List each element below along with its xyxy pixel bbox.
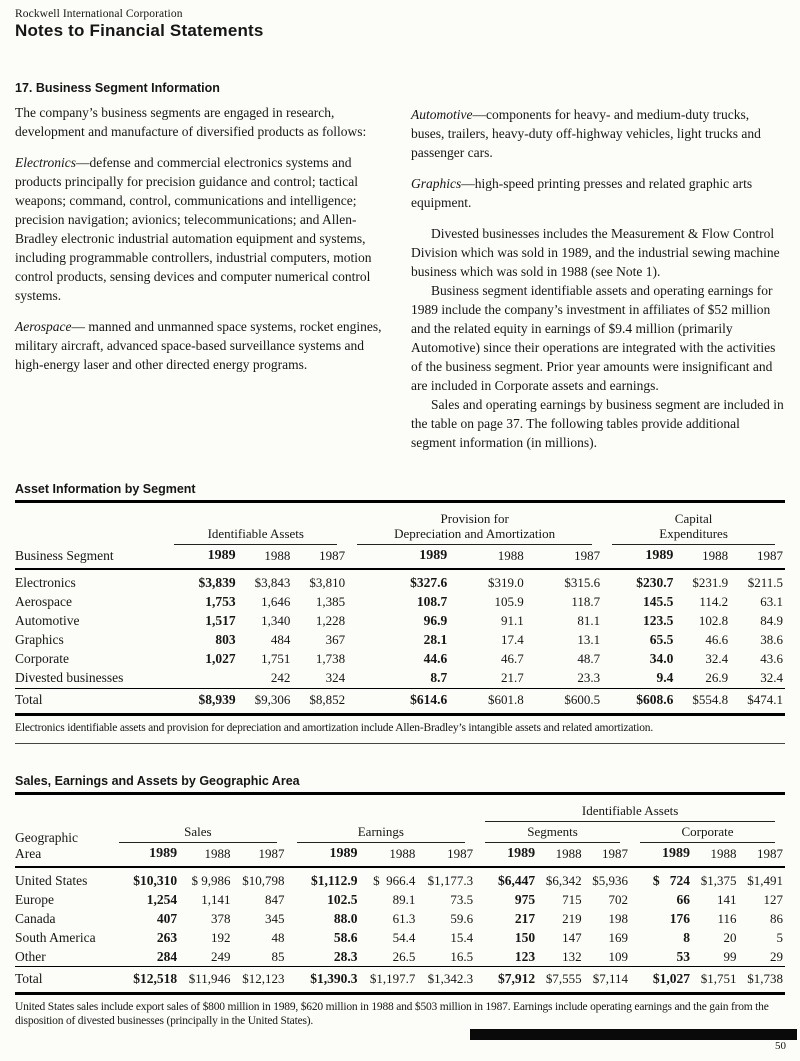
value-cell: $1,491 [747,872,783,888]
value-cell: 123 [514,948,536,964]
value-cell: $3,843 [254,575,291,590]
paragraph-divested: Divested businesses includes the Measurement & Flow Control Division which was sold in 1989, and the industrial sewing machine business which was sold in 1988 (see Note 1). [411,226,780,279]
value-cell: 34.0 [649,651,674,666]
total-value-cell: $608.6 [602,688,675,715]
value-cell: $1,112.9 [311,872,358,888]
value-cell: 46.6 [705,632,729,647]
year-header: 1989 [109,843,179,867]
table-row [15,928,785,947]
page-number: 50 [775,1040,786,1052]
row-label: South America [15,929,96,945]
value-cell: 176 [669,910,691,926]
value-cell: 263 [156,929,178,945]
total-value-cell: $1,027 [630,967,692,994]
value-cell: 46.7 [500,651,524,666]
year-header: 1987 [584,843,630,867]
value-cell: 114.2 [699,594,729,609]
row-label: Graphics [15,632,64,647]
segment-desc: —defense and commercial electronics systems and products principally for precision guidance and control; tactical weapons; command, control, communications and intelligence; precision navigation; avionics; telecommunications; and Allen-Bradley electronic industrial automation equipment and systems, including programmable controllers, industrial computers, motion control products, sensing devices and computer numerical control systems. [15,155,372,303]
value-cell: 284 [156,948,178,964]
value-cell: $319.0 [487,575,524,590]
total-value-cell: $12,123 [233,967,287,994]
value-cell: 1,753 [205,594,236,609]
value-cell: 44.6 [423,651,448,666]
value-cell: 147 [562,929,582,945]
asset-information-table [15,509,785,716]
value-cell: 192 [211,929,231,945]
value-cell: 1,340 [261,613,291,628]
document-title: Notes to Financial Statements [15,21,264,40]
value-cell: 88.0 [333,910,358,926]
column-group-header: Capital Expenditures [602,509,785,545]
total-value-cell: $12,518 [109,967,179,994]
total-value-cell: $7,912 [475,967,537,994]
value-cell: 32.4 [705,651,729,666]
year-header-row [15,843,785,867]
total-value-cell: $1,342.3 [417,967,475,994]
geo-table-section [15,774,785,1029]
value-cell: 324 [325,670,346,685]
value-cell: 1,738 [315,651,346,666]
value-cell: 81.1 [577,613,601,628]
geo-table-title: Sales, Earnings and Assets by Geographic Area [15,774,785,795]
group-header-row [15,509,785,545]
segment-term: Electronics [15,155,76,170]
geo-table-footnote: United States sales include export sales of $800 million in 1989, $620 million in 1988 and $503 million in 1987. Earnings include operating earnings and the gain from the disposition of divested businesses (principally in the United States). [15,1000,769,1027]
year-header: 1988 [238,545,293,569]
value-cell: 108.7 [416,594,448,609]
value-cell: $10,310 [133,872,178,888]
value-cell: 17.4 [500,632,524,647]
total-row [15,688,785,715]
value-cell: 66 [676,891,691,907]
year-header: 1987 [417,843,475,867]
year-header: 1989 [630,843,692,867]
value-cell: 118.7 [571,594,601,609]
value-cell: 484 [270,632,291,647]
value-cell: $5,936 [592,872,629,888]
year-header: 1987 [730,545,785,569]
intro-paragraph: The company’s business segments are engaged in research, development and manufacture of diversified products as follows: [15,105,367,139]
year-header: 1989 [164,545,237,569]
segment-desc: —components for heavy- and medium-duty trucks, buses, trailers, heavy-duty off-highway vehicles, light trucks and passenger cars. [411,107,761,160]
table-row [15,669,785,689]
company-name: Rockwell International Corporation [15,8,183,20]
super-header-row [15,801,785,822]
segment-aerospace [15,317,389,374]
table-row [15,569,785,593]
table-header [15,801,785,867]
value-cell: 21.7 [500,670,524,685]
right-column [411,103,785,452]
paragraph-identifiable: Business segment identifiable assets and operating earnings for 1989 include the company’s investment in affiliates of $52 million and the related equity in earnings of $9.4 million (primarily Automotive) since their operations are integrated with the activities of the business segment. Prior year amounts were insignificant and are included in Corporate assets and earnings. [411,283,776,393]
value-cell: 89.1 [392,891,416,907]
value-cell: $1,375 [700,872,737,888]
total-value-cell: $8,852 [292,688,347,715]
value-cell: 975 [514,891,536,907]
value-cell: 28.1 [423,632,448,647]
value-cell: 847 [265,891,285,907]
value-cell: 38.6 [760,632,783,647]
value-cell [164,669,237,689]
value-cell: 32.4 [760,670,783,685]
total-value-cell: $614.6 [347,688,449,715]
column-group-header: Identifiable Assets [164,509,347,545]
note-heading: 17. Business Segment Information [15,81,220,95]
year-header: 1987 [233,843,287,867]
value-cell: 345 [265,910,285,926]
value-cell: $3,810 [309,575,346,590]
value-cell: 91.1 [500,613,524,628]
value-cell: 59.6 [450,910,474,926]
value-cell: 127 [763,891,783,907]
segment-term: Automotive [411,107,473,122]
value-cell: 61.3 [392,910,416,926]
year-header: 1987 [738,843,785,867]
value-cell: 43.6 [760,651,783,666]
total-value-cell: $9,306 [238,688,293,715]
value-cell: $10,798 [242,872,285,888]
value-cell: 378 [211,910,231,926]
row-header: Geographic Area [15,801,109,867]
value-cell: 116 [717,910,737,926]
value-cell: 198 [608,910,629,926]
segment-desc: — manned and unmanned space systems, rocket engines, military aircraft, advanced space-based surveillance systems and high-energy laser and other directed energy programs. [15,319,382,372]
asset-table-footnote: Electronics identifiable assets and provision for depreciation and amortization include Allen-Bradley’s intangible assets and related amortization. [15,722,654,734]
scan-artifact-bar [470,1029,797,1040]
value-cell: 702 [608,891,629,907]
segment-automotive [411,105,785,162]
row-label: Corporate [15,651,69,666]
value-cell: 102.5 [327,891,358,907]
note-body [15,103,785,452]
table-row [15,947,785,967]
value-cell: 63.1 [760,594,783,609]
value-cell: 26.5 [392,948,416,964]
row-label: Automotive [15,613,80,628]
column-group-header: Sales [109,822,286,843]
value-cell: 5 [776,929,783,945]
row-label: United States [15,872,88,888]
value-cell: 23.3 [577,670,601,685]
value-cell: 8.7 [430,670,448,685]
year-header: 1988 [692,843,738,867]
value-cell: 141 [716,891,737,907]
value-cell: 85 [271,948,285,964]
row-label: Other [15,948,46,964]
value-cell: 54.4 [392,929,416,945]
total-value-cell: $601.8 [449,688,525,715]
value-cell: 803 [215,632,236,647]
table-header [15,509,785,569]
total-value-cell: $600.5 [526,688,602,715]
value-cell: 15.4 [450,929,474,945]
value-cell: 13.1 [577,632,601,647]
year-header: 1987 [292,545,347,569]
total-value-cell: $7,114 [584,967,630,994]
value-cell: 26.9 [705,670,729,685]
total-value-cell: $1,197.7 [360,967,418,994]
value-cell: $3,839 [198,575,236,590]
table-row [15,867,785,891]
value-cell: 48.7 [577,651,601,666]
value-cell: 73.5 [450,891,474,907]
value-cell: 86 [770,910,783,926]
segment-electronics [15,153,389,305]
value-cell: 16.5 [450,948,474,964]
total-value-cell: $1,738 [738,967,785,994]
paragraph-sales: Sales and operating earnings by business segment are included in the table on page 37. The following tables provide additional segment information (in millions). [411,397,784,450]
total-label: Total [15,688,164,715]
total-value-cell: $1,390.3 [287,967,360,994]
value-cell: 28.3 [333,948,358,964]
year-header: 1989 [347,545,449,569]
segment-desc: —high-speed printing presses and related graphic arts equipment. [411,176,753,210]
super-group-header: Identifiable Assets [475,801,785,822]
value-cell: 219 [562,910,582,926]
table-row [15,650,785,669]
total-value-cell: $554.8 [675,688,730,715]
total-value-cell: $8,939 [164,688,237,715]
value-cell: 1,646 [261,594,291,609]
value-cell: $ 966.4 [373,872,416,888]
section-divider [15,743,785,744]
value-cell: $211.5 [747,575,783,590]
value-cell: 53 [676,948,691,964]
value-cell: 1,228 [315,613,346,628]
value-cell: 102.8 [698,613,729,628]
value-cell: 29 [770,948,783,964]
value-cell: 150 [514,929,536,945]
year-header: 1987 [526,545,602,569]
value-cell: 20 [723,929,737,945]
value-cell: 1,517 [205,613,236,628]
year-header: 1988 [449,545,525,569]
value-cell: 48 [271,929,285,945]
table-row [15,631,785,650]
value-cell: $1,177.3 [427,872,474,888]
total-value-cell: $11,946 [179,967,232,994]
segment-term: Graphics [411,176,462,191]
spacer-cell [109,801,475,822]
value-cell: 242 [270,670,291,685]
row-label: Electronics [15,575,76,590]
segment-term: Aerospace [15,319,72,334]
value-cell: 96.9 [423,613,448,628]
value-cell: 132 [562,948,582,964]
value-cell: 1,385 [315,594,346,609]
total-value-cell: $474.1 [730,688,785,715]
value-cell: 367 [325,632,346,647]
value-cell: 1,254 [146,891,178,907]
row-label: Divested businesses [15,670,124,685]
value-cell: 123.5 [643,613,674,628]
value-cell: $231.9 [692,575,729,590]
value-cell: $6,447 [498,872,536,888]
asset-table-section [15,482,785,744]
geographic-area-table [15,801,785,995]
table-row [15,612,785,631]
year-header: 1988 [360,843,418,867]
total-label: Total [15,967,109,994]
year-header: 1989 [602,545,675,569]
table-body [15,569,785,715]
year-header: 1988 [179,843,232,867]
value-cell: 1,751 [261,651,291,666]
value-cell: 84.9 [760,613,783,628]
total-row [15,967,785,994]
year-header: 1989 [475,843,537,867]
table-body [15,867,785,994]
value-cell: 8 [683,929,691,945]
value-cell: 145.5 [643,594,674,609]
year-header: 1988 [675,545,730,569]
table-row [15,890,785,909]
value-cell: 249 [211,948,231,964]
value-cell: 217 [514,910,536,926]
value-cell: 9.4 [656,670,674,685]
value-cell: 169 [608,929,629,945]
table-row [15,909,785,928]
group-header-row [15,822,785,843]
value-cell: 407 [156,910,178,926]
table-row [15,593,785,612]
left-column [15,103,389,452]
row-header: Business Segment [15,509,164,569]
value-cell: 1,027 [205,651,236,666]
value-cell: $6,342 [545,872,582,888]
value-cell: $327.6 [410,575,448,590]
value-cell: 109 [608,948,629,964]
segment-graphics [411,174,785,212]
value-cell: 65.5 [649,632,674,647]
value-cell: $ 724 [652,872,691,888]
value-cell: 1,141 [201,891,231,907]
value-cell: $315.6 [564,575,601,590]
asset-table-title: Asset Information by Segment [15,482,785,503]
value-cell: 99 [723,948,737,964]
value-cell: $ 9,986 [191,872,231,888]
row-label: Canada [15,910,56,926]
value-cell: 715 [562,891,582,907]
value-cell: 58.6 [333,929,358,945]
year-header: 1988 [537,843,583,867]
column-group-header: Corporate [630,822,785,843]
total-value-cell: $1,751 [692,967,738,994]
value-cell: 105.9 [494,594,524,609]
total-value-cell: $7,555 [537,967,583,994]
row-label: Europe [15,891,54,907]
column-group-header: Earnings [287,822,476,843]
column-group-header: Provision for Depreciation and Amortization [347,509,602,545]
value-cell: $230.7 [636,575,674,590]
row-label: Aerospace [15,594,72,609]
column-group-header: Segments [475,822,630,843]
year-header: 1989 [287,843,360,867]
